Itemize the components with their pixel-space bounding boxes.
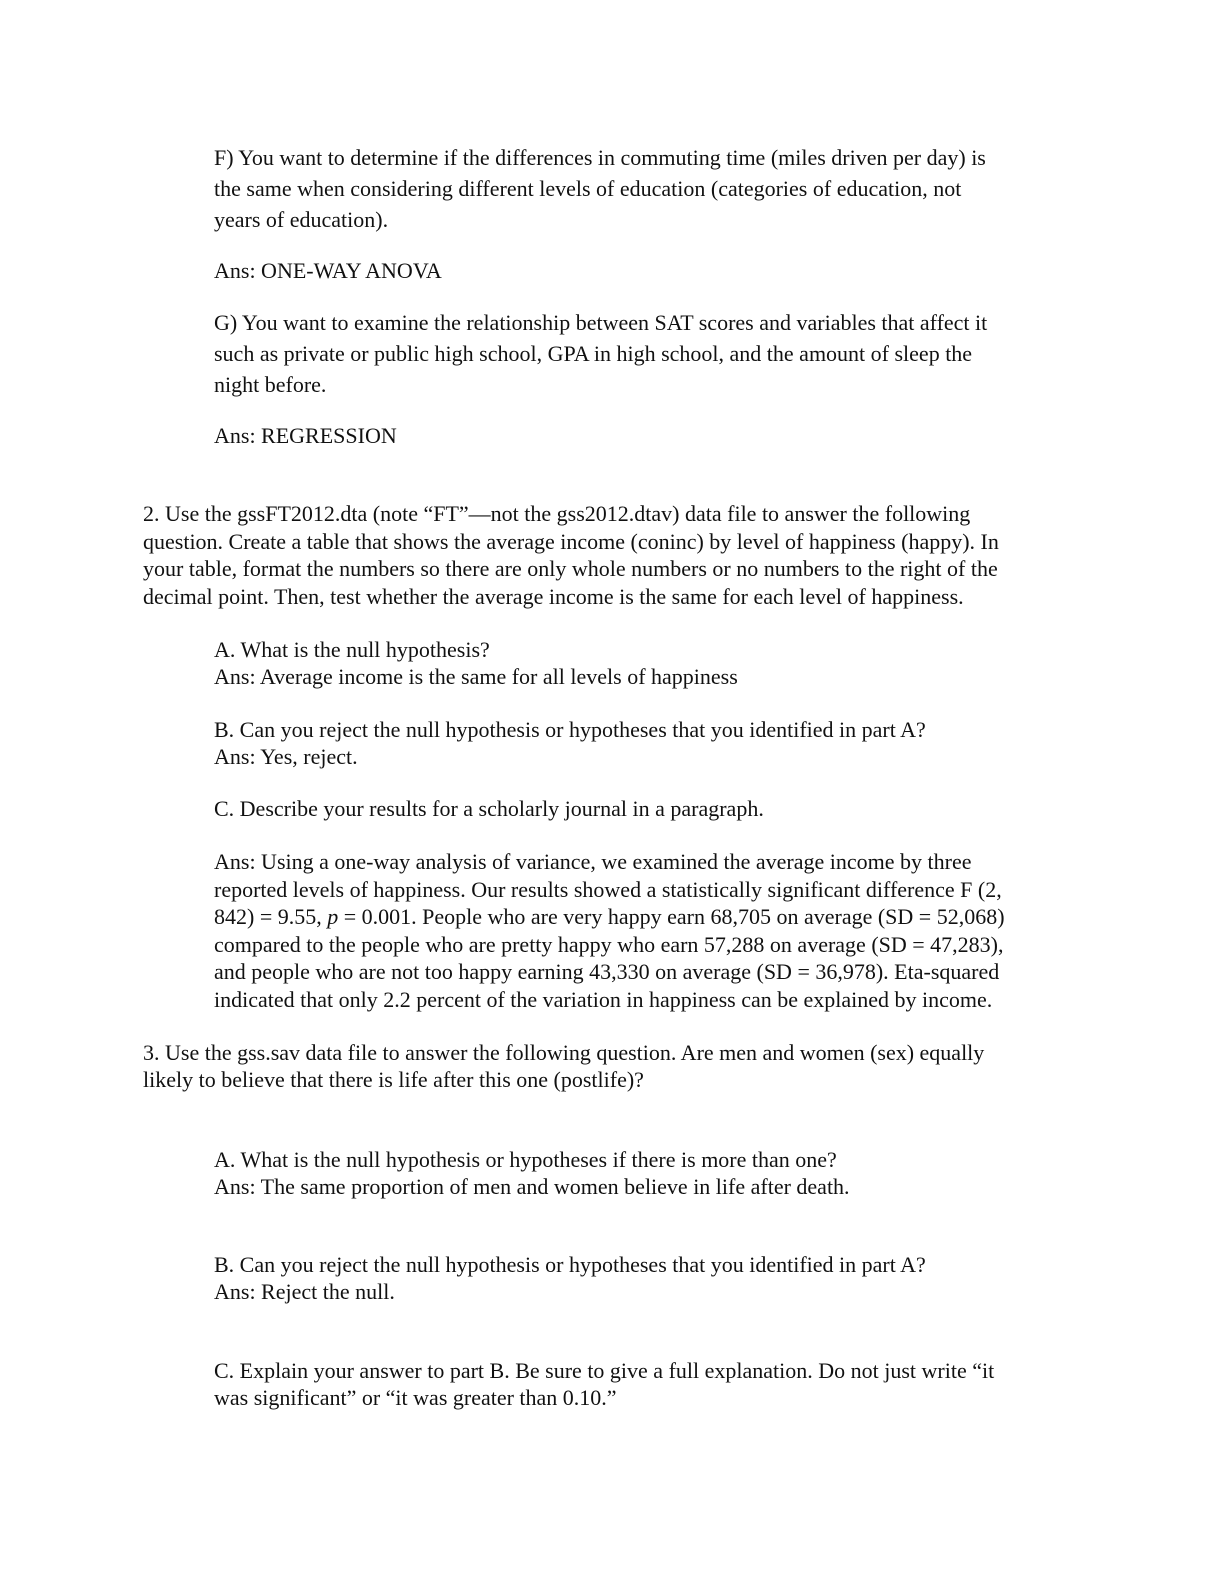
q2-part-c — [214, 795, 764, 822]
question-text: A. What is the null hypothesis or hypotheses if there is more than one? — [214, 1147, 837, 1172]
text-line: and people who are not too happy earning 43,330 on average (SD = 36,978). Eta-squared — [214, 959, 1000, 984]
text-line: question. Create a table that shows the average income (coninc) by level of happiness (happy). In — [143, 528, 999, 554]
text-line: Ans: Using a one-way analysis of variance, we examined the average income by three — [214, 849, 972, 874]
q3-part-b — [214, 1251, 926, 1306]
q1-f-answer: Ans: ONE-WAY ANOVA — [214, 258, 442, 283]
text-line: night before. — [214, 372, 327, 397]
answer-text: Ans: Average income is the same for all levels of happiness — [214, 664, 738, 690]
question-text: B. Can you reject the null hypothesis or hypotheses that you identified in part A? — [214, 717, 926, 742]
answer-text: Ans: Yes, reject. — [214, 744, 358, 770]
p-value-symbol: p — [327, 904, 339, 929]
q2-part-a — [214, 636, 738, 691]
text-line: decimal point. Then, test whether the average income is the same for each level of happiness. — [143, 583, 964, 609]
text-line: G) You want to examine the relationship between SAT scores and variables that affect it — [214, 310, 988, 335]
text-line: reported levels of happiness. Our results showed a statistically significant difference F (2, — [214, 876, 1002, 902]
q2-prompt — [143, 500, 999, 610]
q2-part-b — [214, 716, 926, 771]
text-line: 3. Use the gss.sav data file to answer the following question. Are men and women (sex) equally — [143, 1040, 985, 1065]
text-line: 2. Use the gssFT2012.dta (note “FT”—not the gss2012.dtav) data file to answer the following — [143, 501, 971, 526]
question-text: B. Can you reject the null hypothesis or hypotheses that you identified in part A? — [214, 1252, 926, 1277]
text-line: such as private or public high school, GPA in high school, and the amount of sleep the — [214, 341, 973, 366]
q1-f-question — [214, 142, 986, 235]
text-line: indicated that only 2.2 percent of the variation in happiness can be explained by income. — [214, 986, 993, 1012]
answer-text: Ans: Reject the null. — [214, 1279, 395, 1305]
text-line: F) You want to determine if the differences in commuting time (miles driven per day) is — [214, 145, 986, 170]
text-line: your table, format the numbers so there are only whole numbers or no numbers to the right of the — [143, 556, 998, 581]
q3-part-c — [214, 1357, 994, 1412]
text-line: compared to the people who are pretty happy who earn 57,288 on average (SD = 47,283), — [214, 931, 1004, 957]
text-line: 842) = 9.55, p = 0.001. People who are very happy earn 68,705 on average (SD = 52,068) — [214, 904, 1005, 929]
q3-part-a — [214, 1146, 850, 1201]
q3-prompt — [143, 1039, 984, 1094]
text-line: was significant” or “it was greater than 0.10.” — [214, 1385, 617, 1411]
text-line: likely to believe that there is life after this one (postlife)? — [143, 1067, 644, 1093]
text-line: the same when considering different levels of education (categories of education, not — [214, 176, 962, 201]
answer-text: Ans: The same proportion of men and women believe in life after death. — [214, 1174, 850, 1200]
q1-g-question — [214, 307, 987, 400]
q2-part-c-answer — [214, 848, 1005, 1013]
q1-g-answer: Ans: REGRESSION — [214, 423, 397, 448]
text-line: C. Explain your answer to part B. Be sure to give a full explanation. Do not just write “it — [214, 1358, 995, 1383]
text-line: years of education). — [214, 207, 389, 232]
question-text: A. What is the null hypothesis? — [214, 637, 490, 662]
question-text: C. Describe your results for a scholarly journal in a paragraph. — [214, 796, 764, 821]
